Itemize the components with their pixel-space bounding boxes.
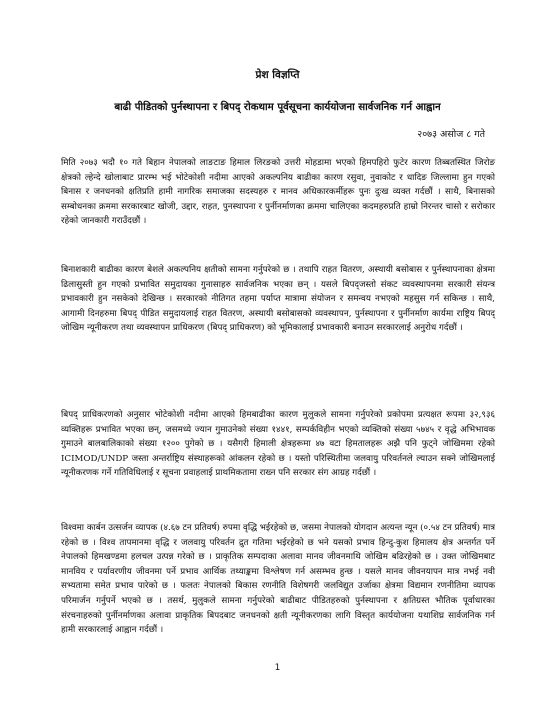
page-number: 1	[274, 663, 281, 673]
paragraph-1: मिति २०७३ भदौ १० गते बिहान नेपालको लाङटाङ हिमाल लिरङको उत्तरी मोहडामा भएको हिमपहिरो फुटेर कारण तिब्बतस्थित जिरोङ क्षेत्रको ल्हेन्दे खोलाबाट प्रारम्भ भई भोटेकोशी नदीमा आएको अकल्पनिय बाढीका कारण रसुवा, नुवाकोट र धादिङ जिल्लामा हुन गएको बिनास र जनधनको क्षतिप्रति हामी नागरिक समाजका सदस्यहरु र मानव अधिकारकर्मीहरू पुनः दुःख व्यक्त गर्दछौं । साथै, बिनासको सम्बोधनका क्रममा सरकारबाट खोजी, उद्दार, राहत, पुनस्थापना र पुर्नीनर्माणका क्रममा चालिएका कदमहरुप्रति हाम्रो निरन्तर चासो र सरोकार रहेको जानकारी गराउँदछौं ।	[61, 158, 495, 227]
paragraph-3: बिपद् प्राधिकरणको अनुसार भोटेकोशी नदीमा आएको हिमबाढीका कारण मुलुकले सामना गर्नुपरेको प्रकोपमा प्रत्यक्षत रूपमा ३२,९३६ व्यक्तिहरू प्रभावित भएका छन्, जसमध्ये ज्यान गुमाउनेको संख्या १४४१, सम्पर्कविहीन भएको व्यक्तिको संख्या ५७४५ र वृद्धे अभिभावक गुमाउने बालबालिकाको संख्या १२०० पुगेको छ । यसैगरी हिमाली क्षेत्रहरूमा ४७ वटा हिमतालहरू अझै पनि फुट्ने जोखिममा रहेको ICIMOD/UNDP जस्ता अन्तर्राष्ट्रिय संस्थाहरूको आंकलन रहेको छ । यस्तो परिस्थितीमा जलवायु परिवर्तनले ल्याउन सक्ने जोखिमलाई न्यूनीकरणक गर्ने गतिविधिलाई र सूचना प्रवाहलाई प्राथमिकतामा राख्न पनि सरकार संग आग्रह गर्दछौं ।	[61, 410, 495, 479]
paragraph-2: बिनाशकारी बाढीका कारण बेशले अकल्पनिय क्षतीको सामना गर्नुपरेको छ । तथापि राहत वितरण, अस्थायी बसोबास र पुर्नस्थापनाका क्षेत्रमा ढिलासुस्ती हुन गएको प्रभावित समुदायका गुनासाहरु सार्वजनिक भएका छन् । यसले बिपद्जस्तो संकट व्यवस्थापनमा सरकारी संयन्त्र प्रभावकारी हुन नसकेको देखिन्छ । सरकारको नीतिगत तहमा पर्याप्त मात्रामा संयोजन र समन्वय नभएको महसुस गर्न सकिन्छ । साथै, आगामी दिनहरुमा बिपद् पीडित समुदायलाई राहत वितरण, अस्थायी बसोबासको व्यवस्थापन, पुर्नस्थापना र पुर्नीनर्माण कार्यमा राष्ट्रिय बिपद् जोखिम न्यूनीकरण तथा व्यवस्थापन प्राधिकरण (बिपद् प्राधिकरण) को भूमिकालाई प्रभावकारी बनाउन सरकारलाई अनुरोध गर्दछौं ।	[61, 265, 495, 334]
document-subtitle: बाढी पीडितको पुर्नस्थापना र बिपद् रोकथाम पूर्वसूचना कार्ययोजना सार्वजनिक गर्न आह्वान	[114, 101, 441, 113]
paragraph-4: विश्वमा कार्बन उत्सर्जन व्यापक (४.६७ टन प्रतिवर्ष) रुपमा वृद्धि भईरहेको छ, जसमा नेपालको योगदान अत्यन्त न्यून (०.५४ टन प्रतिवर्ष) मात्र रहेको छ । विश्व तापमानमा वृद्धि र जलवायु परिवर्तन द्रुत गतिमा भईरहेको छ भने यसको प्रभाव हिन्दु-कुश हिमालय क्षेत्र अन्तर्गत पर्ने नेपालको हिमखण्डमा हलचल उत्पन्न गरेको छ । प्राकृतिक सम्पदाका अलावा मानव जीवनमाथि जोखिम बढिरहेको छ । उक्त जोखिमबाट मानविय र पर्यावरणीय जीवनमा पर्ने प्रभाव आर्थिक तथ्याङ्कमा विश्लेषण गर्न असम्भव हुन्छ । यसले मानव जीवनयापन मात्र नभई नवी सभ्यतामा समेत प्रभाव पारेको छ । फलतः नेपालको बिकास रणनीति विशेषगरी जलविद्युत उर्जाका क्षेत्रमा विद्यमान रणनीतिमा व्यापक परिमार्जन गर्नुपर्ने भएको छ । तसर्थ, मुलुकले सामना गर्नुपरेको बाढीबाट पीडितहरुको पुर्नस्थापना र क्षतिग्रस्त भौतिक पूर्वाधारका संरचनाहरुको पुर्नीनर्माणका अलावा प्राकृतिक बिपदबाट जनधनको क्षती न्यूनीकरणका लागि विस्तृत कार्ययोजना यथाशिघ्र सार्वजनिक गर्न हामी सरकारलाई आह्वान गर्दछौं ।	[61, 523, 495, 636]
release-date: २०७३ असोज ८ गते	[417, 129, 485, 140]
document-title: प्रेश विज्ञप्ति	[255, 69, 300, 81]
